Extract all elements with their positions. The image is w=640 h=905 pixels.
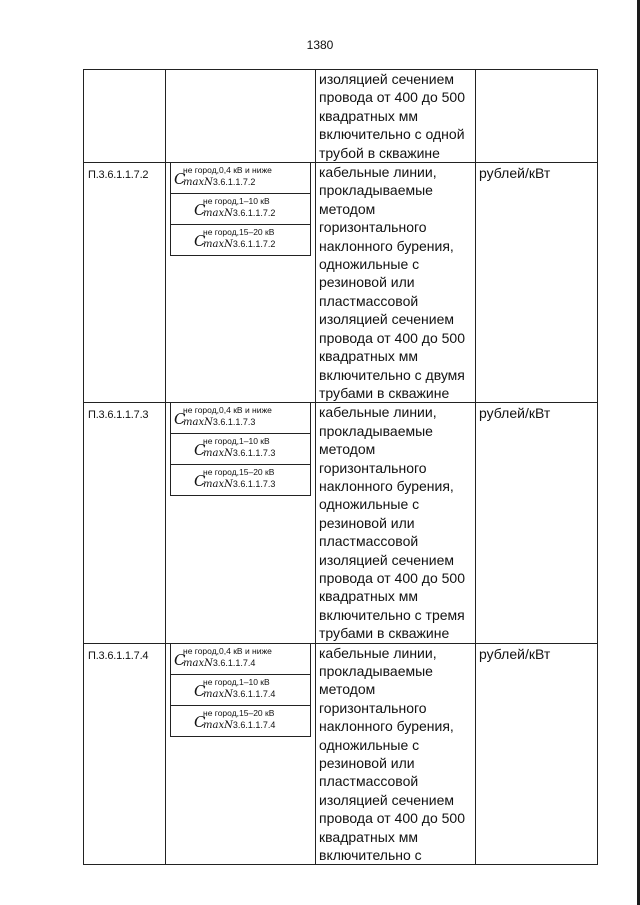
formula-subscript: maxN3.6.1.1.7.4 bbox=[183, 657, 256, 669]
formula-box bbox=[170, 675, 311, 706]
formula-box bbox=[170, 194, 311, 225]
formula-superscript: не город,15–20 кВ bbox=[203, 467, 275, 478]
unit-cell: рублей/кВт bbox=[476, 163, 598, 403]
code-cell: П.3.6.1.1.7.4 bbox=[84, 643, 166, 865]
code-cell: П.3.6.1.1.7.2 bbox=[84, 163, 166, 403]
formula-cell bbox=[166, 163, 316, 403]
formula-box bbox=[170, 403, 311, 434]
formula-box bbox=[170, 644, 311, 675]
formula-superscript: не город,15–20 кВ bbox=[203, 227, 275, 238]
formula-superscript: не город,15–20 кВ bbox=[203, 707, 275, 718]
formula-box bbox=[170, 434, 311, 465]
formula-superscript: не город,0,4 кВ и ниже bbox=[183, 405, 272, 416]
formula-symbol: C bbox=[174, 410, 186, 429]
formula-subscript: maxN3.6.1.1.7.3 bbox=[203, 479, 276, 491]
formula-cell bbox=[166, 70, 316, 163]
formula-subscript: maxN3.6.1.1.7.2 bbox=[183, 177, 256, 189]
tariff-table bbox=[83, 69, 598, 865]
unit-cell: рублей/кВт bbox=[476, 403, 598, 643]
formula-subscript: maxN3.6.1.1.7.2 bbox=[203, 208, 276, 220]
formula-superscript: не город,1–10 кВ bbox=[203, 676, 270, 687]
formula-box bbox=[170, 465, 311, 496]
code-cell: П.3.6.1.1.7.3 bbox=[84, 403, 166, 643]
description-cell: кабельные линии, прокладываемые методом горизонтального наклонного бурения, одножильные с резиновой или пластмассовой изоляцией сечением провода от 400 до 500 квадратных мм включительно с двумя трубами в скважине bbox=[316, 163, 476, 403]
formula-box bbox=[170, 706, 311, 737]
formula-superscript: не город,0,4 кВ и ниже bbox=[183, 165, 272, 176]
formula-symbol: C bbox=[194, 681, 206, 700]
table-row bbox=[84, 643, 598, 865]
formula-symbol: C bbox=[194, 232, 206, 251]
table-row bbox=[84, 163, 598, 403]
table-row bbox=[84, 70, 598, 163]
formula-superscript: не город,0,4 кВ и ниже bbox=[183, 645, 272, 656]
formula-symbol: C bbox=[194, 712, 206, 731]
formula-superscript: не город,1–10 кВ bbox=[203, 436, 270, 447]
table-row bbox=[84, 403, 598, 643]
page-number: 1380 bbox=[306, 38, 334, 52]
formula-symbol: C bbox=[174, 650, 186, 669]
formula-subscript: maxN3.6.1.1.7.2 bbox=[203, 239, 276, 251]
code-cell bbox=[84, 70, 166, 163]
description-cell: изоляцией сечением провода от 400 до 500 квадратных мм включительно с одной трубой в скважине bbox=[316, 70, 476, 163]
formula-subscript: maxN3.6.1.1.7.3 bbox=[183, 417, 256, 429]
formula-symbol: C bbox=[194, 441, 206, 460]
formula-cell bbox=[166, 643, 316, 865]
unit-cell: рублей/кВт bbox=[476, 643, 598, 865]
formula-cell bbox=[166, 403, 316, 643]
description-cell: кабельные линии, прокладываемые методом горизонтального наклонного бурения, одножильные с резиновой или пластмассовой изоляцией сечением провода от 400 до 500 квадратных мм включительно с bbox=[316, 643, 476, 865]
formula-symbol: C bbox=[194, 201, 206, 220]
unit-cell bbox=[476, 70, 598, 163]
formula-subscript: maxN3.6.1.1.7.3 bbox=[203, 448, 276, 460]
formula-symbol: C bbox=[174, 170, 186, 189]
formula-box bbox=[170, 163, 311, 194]
formula-symbol: C bbox=[194, 472, 206, 491]
formula-box bbox=[170, 225, 311, 256]
formula-subscript: maxN3.6.1.1.7.4 bbox=[203, 688, 276, 700]
formula-subscript: maxN3.6.1.1.7.4 bbox=[203, 719, 276, 731]
formula-superscript: не город,1–10 кВ bbox=[203, 196, 270, 207]
description-cell: кабельные линии, прокладываемые методом горизонтального наклонного бурения, одножильные с резиновой или пластмассовой изоляцией сечением провода от 400 до 500 квадратных мм включительно с тремя трубами в скважине bbox=[316, 403, 476, 643]
